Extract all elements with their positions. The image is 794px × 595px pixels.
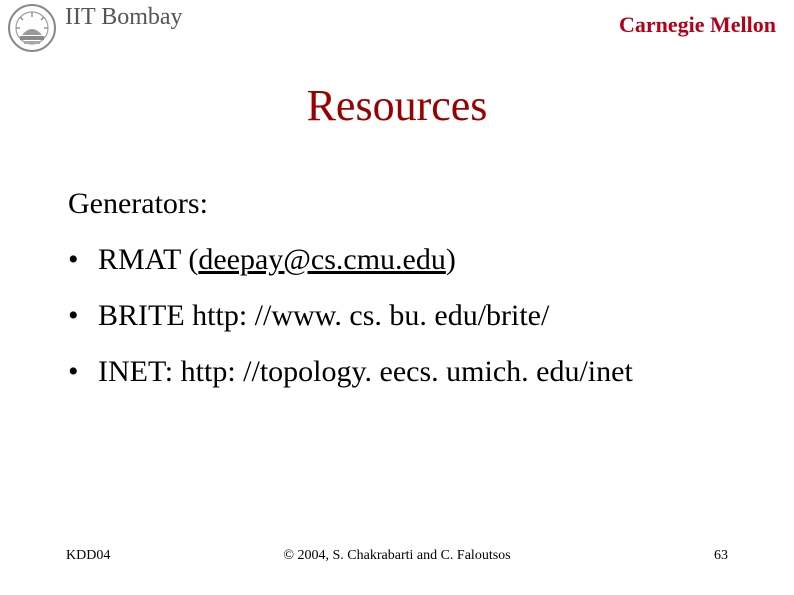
- generators-heading: Generators:: [68, 187, 208, 220]
- inet-text: INET: http: //topology. eecs. umich. edu/inet: [98, 355, 633, 388]
- iit-bombay-seal-icon: [6, 3, 58, 53]
- footer-page-number: 63: [714, 548, 728, 563]
- rmat-paren-close: ): [445, 243, 456, 276]
- slide-title: Resources: [306, 81, 488, 130]
- bullet-icon: •: [68, 355, 79, 388]
- rmat-name: RMAT: [98, 243, 181, 276]
- footer-copyright: © 2004, S. Chakrabarti and C. Faloutsos: [283, 548, 511, 563]
- bullet-icon: •: [68, 299, 79, 332]
- list-item-rmat: [68, 232, 633, 288]
- header-institution-right: Carnegie Mellon: [618, 12, 776, 37]
- rmat-email-link[interactable]: deepay@cs.cmu.edu: [198, 243, 446, 276]
- brite-text: BRITE http: //www. cs. bu. edu/brite/: [98, 299, 550, 332]
- header-institution-left: IIT Bombay: [65, 4, 183, 30]
- rmat-paren-open: (: [180, 243, 199, 276]
- list-item-brite: [68, 288, 633, 344]
- footer-conference: KDD04: [66, 548, 111, 563]
- bullet-icon: •: [68, 243, 79, 276]
- list-item-inet: [68, 344, 633, 400]
- slide-body: [68, 176, 633, 400]
